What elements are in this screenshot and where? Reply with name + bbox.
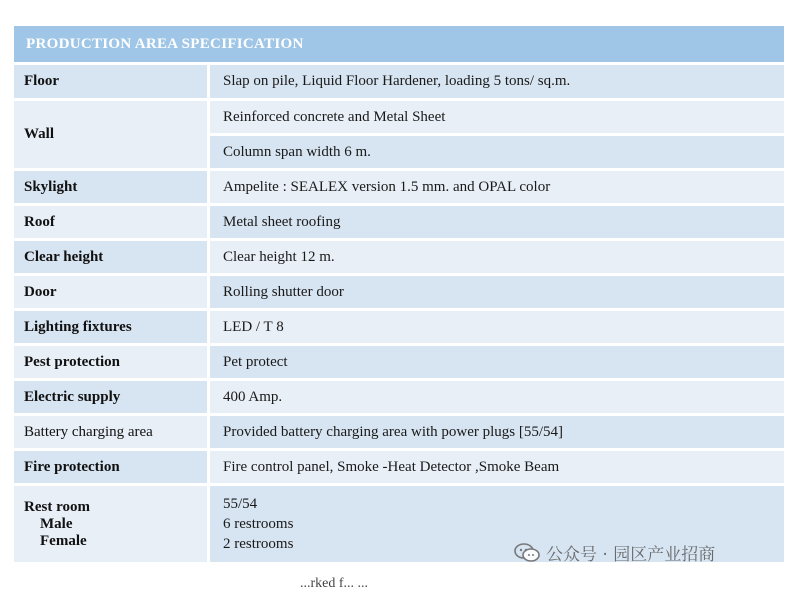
row-sublabel-female: Female [40,532,87,549]
row-sublabel-male: Male [40,515,73,532]
row-value: Ampelite : SEALEX version 1.5 mm. and OPAL color [210,171,784,203]
row-value: Clear height 12 m. [210,241,784,273]
row-label: Skylight [14,171,207,203]
row-label: Pest protection [14,346,207,378]
row-value: Pet protect [210,346,784,378]
row-label: Wall [14,101,207,168]
spec-table [14,26,784,565]
table-row-wall [14,101,784,168]
row-value: 2 restrooms [223,536,294,552]
wechat-icon [514,543,540,563]
row-label: Rest room [24,498,90,515]
row-value: Fire control panel, Smoke -Heat Detector ,Smoke Beam [210,451,784,483]
table-row-lighting [14,311,784,343]
table-row-electric [14,381,784,413]
watermark-text: 公众号 · 园区产业招商 [546,545,716,565]
row-label: Door [14,276,207,308]
table-row-battery [14,416,784,448]
row-value: Rolling shutter door [210,276,784,308]
row-label: Roof [14,206,207,238]
table-row-door [14,276,784,308]
row-value: Slap on pile, Liquid Floor Hardener, loading 5 tons/ sq.m. [210,65,784,98]
table-row-pest [14,346,784,378]
row-label: Electric supply [14,381,207,413]
table-row-floor [14,65,784,98]
table-row-roof [14,206,784,238]
row-label: Floor [14,65,207,98]
table-row-skylight [14,171,784,203]
row-label: Fire protection [14,451,207,483]
footer-fragment: ...rked f... ... [300,576,369,591]
watermark [514,540,715,565]
row-value: 400 Amp. [210,381,784,413]
row-label-group [14,486,207,562]
row-value: Column span width 6 m. [210,136,784,168]
row-value: LED / T 8 [210,311,784,343]
row-value: Provided battery charging area with power plugs [55/54] [210,416,784,448]
row-label: Lighting fixtures [14,311,207,343]
row-value: Reinforced concrete and Metal Sheet [210,101,784,133]
row-label: Battery charging area [14,416,207,448]
row-value: 55/54 [223,496,258,512]
row-label: Clear height [14,241,207,273]
table-title: PRODUCTION AREA SPECIFICATION [14,26,784,62]
table-row-fire [14,451,784,483]
table-row-clear-height [14,241,784,273]
row-value: 6 restrooms [223,516,294,532]
row-value: Metal sheet roofing [210,206,784,238]
